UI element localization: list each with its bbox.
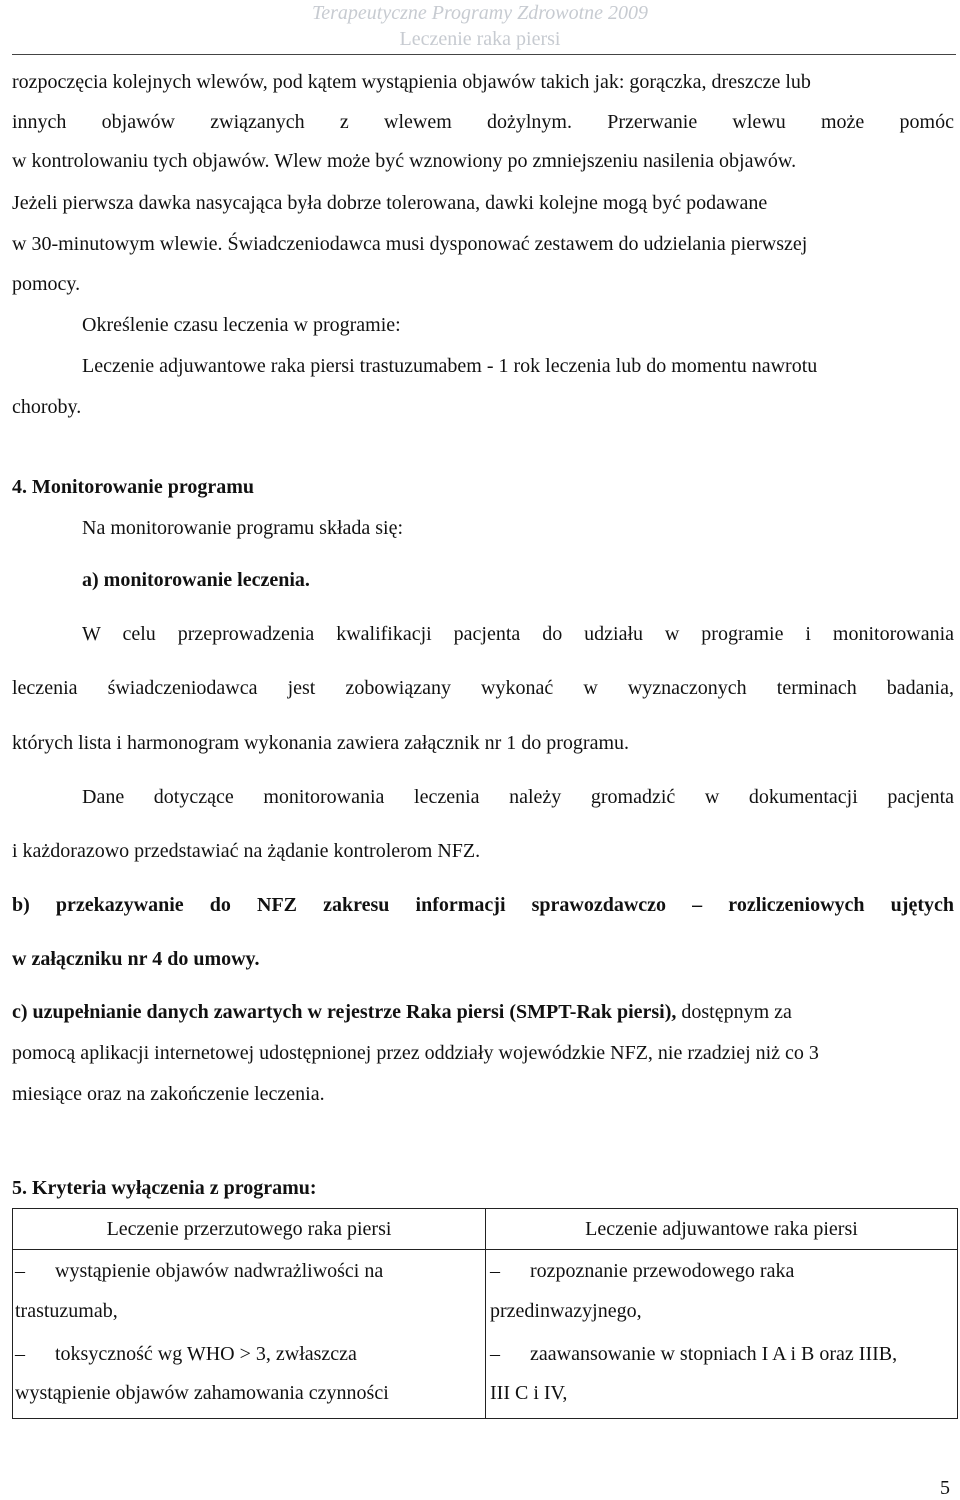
section-4-heading: 4. Monitorowanie programu: [12, 476, 255, 498]
list-item-text: toksyczność wg WHO > 3, zwłaszcza: [55, 1343, 357, 1365]
paragraph-line: W celu przeprowadzenia kwalifikacji pacjenta do udziału w programie i monitorowania: [82, 623, 954, 645]
list-item: [15, 1342, 357, 1366]
paragraph-line: Dane dotyczące monitorowania leczenia należy gromadzić w dokumentacji pacjenta: [82, 786, 954, 808]
paragraph-line: rozpoczęcia kolejnych wlewów, pod kątem wystąpienia objawów takich jak: gorączka, dreszcze lub: [12, 71, 811, 93]
dash-bullet: –: [490, 1343, 500, 1365]
list-item-text: zaawansowanie w stopniach I A i B oraz IIIB,: [530, 1343, 898, 1365]
paragraph-line: miesiące oraz na zakończenie leczenia.: [12, 1083, 325, 1105]
paragraph-line: pomocy.: [12, 273, 81, 295]
paragraph-line: Jeżeli pierwsza dawka nasycająca była dobrze tolerowana, dawki kolejne mogą być podawane: [12, 192, 768, 214]
list-item-cont: przedinwazyjnego,: [490, 1300, 642, 1322]
header-rule: [12, 54, 956, 55]
exclusion-criteria-table: [12, 1208, 958, 1419]
section-4-intro: Na monitorowanie programu składa się:: [82, 517, 404, 539]
paragraph-line: w kontrolowaniu tych objawów. Wlew może być wznowiony po zmniejszeniu nasilenia objawów.: [12, 150, 797, 172]
subsection-b-heading: b) przekazywanie do NFZ zakresu informacji sprawozdawczo – rozliczeniowych ujętych: [12, 894, 954, 916]
col-header-metastatic: Leczenie przerzutowego raka piersi: [13, 1209, 486, 1250]
section-5-heading: 5. Kryteria wyłączenia z programu:: [12, 1177, 317, 1199]
table-header-row: [13, 1209, 958, 1250]
paragraph-line: pomocą aplikacji internetowej udostępnionej przez oddziały wojewódzkie NFZ, nie rzadziej niż co 3: [12, 1042, 819, 1064]
dash-bullet: –: [15, 1343, 25, 1365]
list-item-cont: III C i IV,: [490, 1382, 568, 1404]
paragraph-line: i każdorazowo przedstawiać na żądanie kontrolerom NFZ.: [12, 840, 481, 862]
page-number: 5: [940, 1477, 950, 1499]
subsection-c-text: dostępnym za: [676, 1001, 792, 1023]
dash-bullet: –: [490, 1260, 500, 1282]
list-item-text: wystąpienie objawów nadwrażliwości na: [55, 1260, 384, 1282]
metastatic-criteria-cell: [13, 1250, 486, 1419]
paragraph-line: innych objawów związanych z wlewem dożylnym. Przerwanie wlewu może pomóc: [12, 111, 954, 133]
subsection-a-heading: a) monitorowanie leczenia.: [82, 569, 310, 591]
paragraph-line: Leczenie adjuwantowe raka piersi trastuzumabem - 1 rok leczenia lub do momentu nawrotu: [82, 355, 818, 377]
col-header-adjuvant: Leczenie adjuwantowe raka piersi: [486, 1209, 958, 1250]
adjuvant-criteria-cell: [486, 1250, 958, 1419]
paragraph-line: których lista i harmonogram wykonania zawiera załącznik nr 1 do programu.: [12, 732, 630, 754]
list-item: [490, 1342, 897, 1366]
dash-bullet: –: [15, 1260, 25, 1282]
paragraph-line: choroby.: [12, 396, 82, 418]
table-row: [13, 1250, 958, 1419]
list-item-text: rozpoznanie przewodowego raka: [530, 1260, 795, 1282]
subsection-b-heading-cont: w załączniku nr 4 do umowy.: [12, 948, 260, 970]
list-item: [15, 1259, 383, 1283]
list-item: [490, 1259, 794, 1283]
subsection-c-line: [12, 1000, 792, 1024]
treatment-duration-label: Określenie czasu leczenia w programie:: [82, 314, 401, 336]
list-item-cont: trastuzumab,: [15, 1300, 118, 1322]
subsection-c-heading: c) uzupełnianie danych zawartych w rejestrze Raka piersi (SMPT-Rak piersi),: [12, 1001, 677, 1023]
running-header-subtitle: Leczenie raka piersi: [399, 28, 561, 50]
running-header-title: Terapeutyczne Programy Zdrowotne 2009: [311, 2, 649, 24]
paragraph-line: leczenia świadczeniodawca jest zobowiązany wykonać w wyznaczonych terminach badania,: [12, 677, 954, 699]
paragraph-line: w 30-minutowym wlewie. Świadczeniodawca musi dysponować zestawem do udzielania pierwszej: [12, 233, 808, 255]
list-item-cont: wystąpienie objawów zahamowania czynności: [15, 1382, 389, 1404]
